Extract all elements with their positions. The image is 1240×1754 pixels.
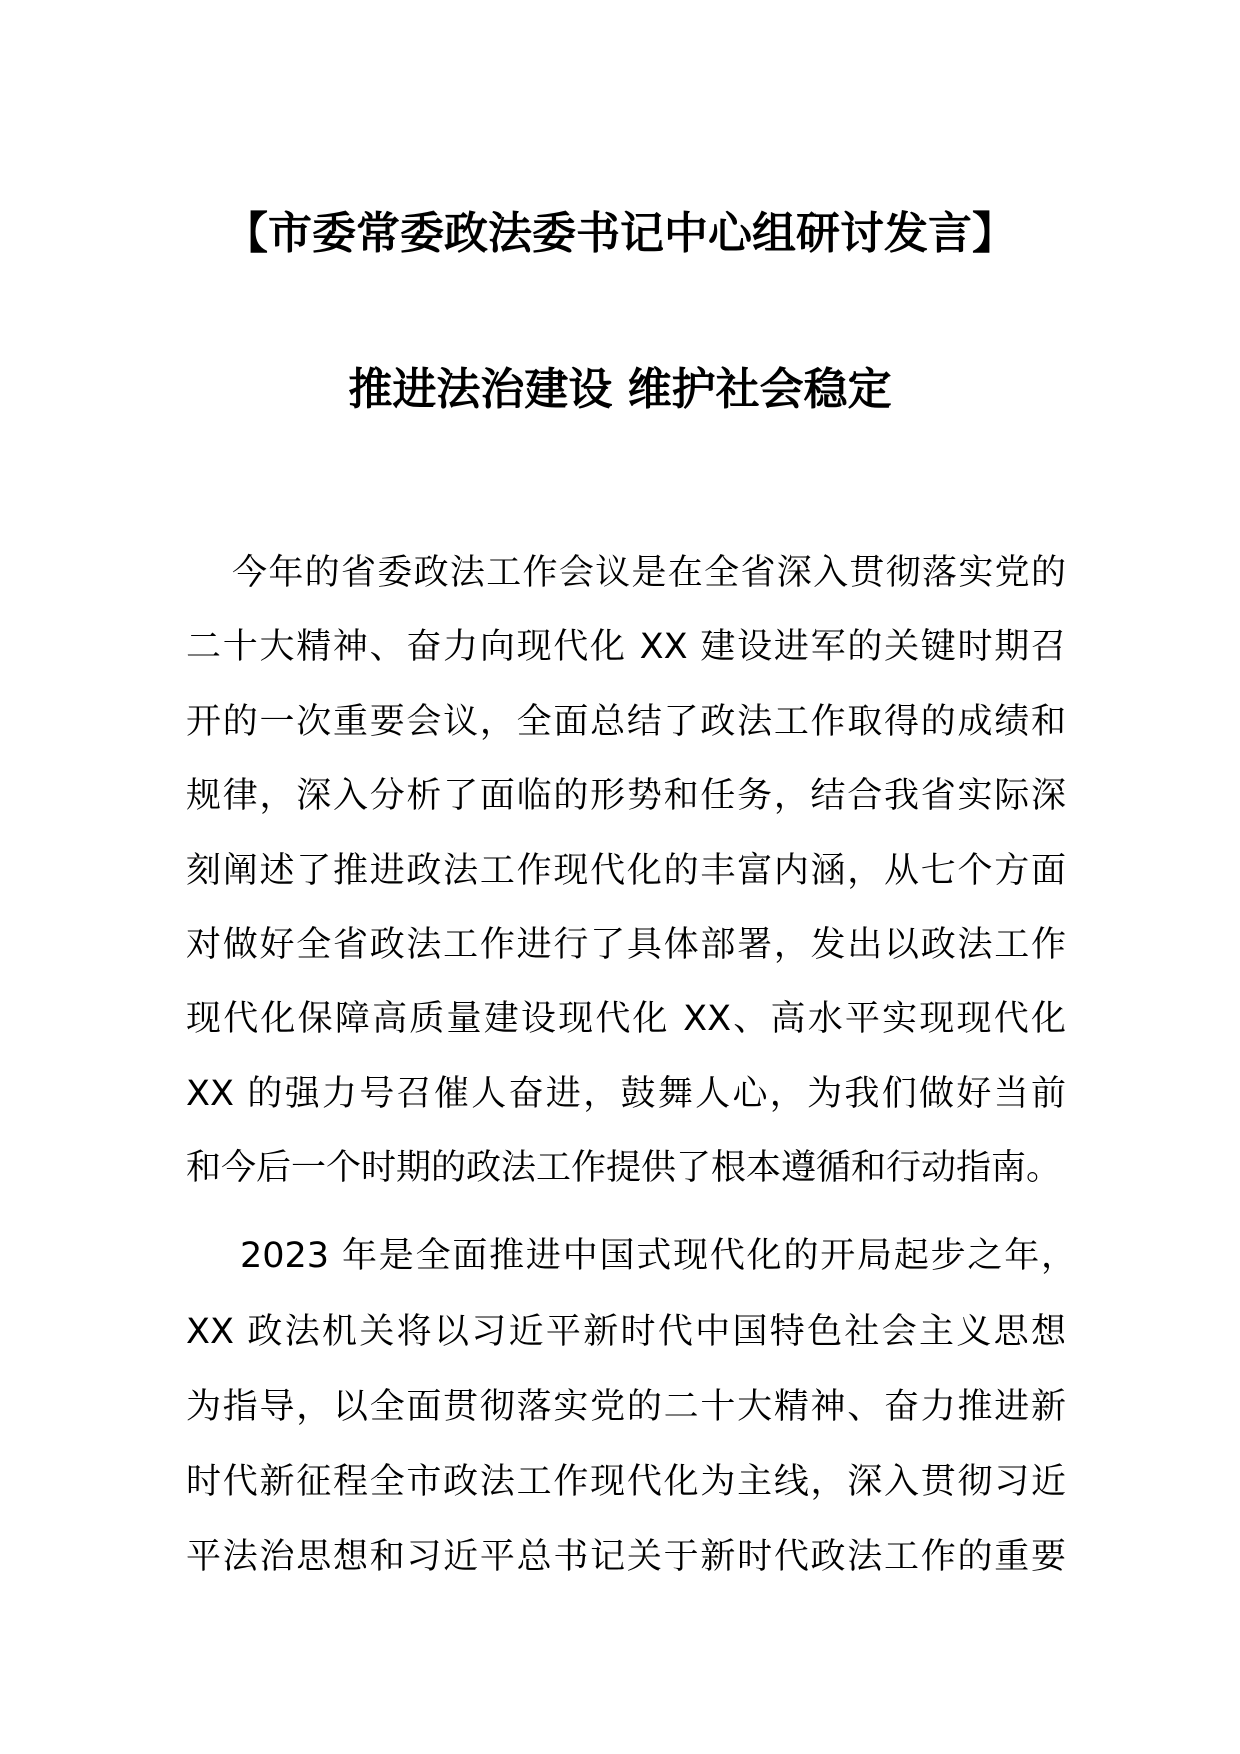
paragraph-2-line-4: 时代新征程全市政法工作现代化为主线，深入贯彻习近 xyxy=(186,1462,1066,1502)
document-subtitle: 推进法治建设 维护社会稳定 xyxy=(348,364,892,415)
paragraph-2-line-5: 平法治思想和习近平总书记关于新时代政法工作的重要 xyxy=(186,1537,1066,1577)
paragraph-2-line-2: XX 政法机关将以习近平新时代中国特色社会主义思想 xyxy=(186,1312,1066,1352)
paragraph-2-line-3: 为指导，以全面贯彻落实党的二十大精神、奋力推进新 xyxy=(186,1387,1066,1427)
paragraph-1-line-1: 今年的省委政法工作会议是在全省深入贯彻落实党的 xyxy=(232,553,1066,593)
paragraph-1-line-8: XX 的强力号召催人奋进，鼓舞人心，为我们做好当前 xyxy=(186,1074,1066,1114)
paragraph-1-line-6: 对做好全省政法工作进行了具体部署，发出以政法工作 xyxy=(186,925,1066,965)
paragraph-2-line-1: 2023 年是全面推进中国式现代化的开局起步之年， xyxy=(240,1236,1076,1276)
document-title: 【市委常委政法委书记中心组研讨发言】 xyxy=(224,208,1016,259)
paragraph-1-line-9: 和今后一个时期的政法工作提供了根本遵循和行动指南。 xyxy=(186,1148,1062,1188)
paragraph-1-line-5: 刻阐述了推进政法工作现代化的丰富内涵，从七个方面 xyxy=(186,851,1066,891)
paragraph-1-line-2: 二十大精神、奋力向现代化 XX 建设进军的关键时期召 xyxy=(186,627,1066,667)
paragraph-1-line-4: 规律，深入分析了面临的形势和任务，结合我省实际深 xyxy=(186,776,1066,816)
paragraph-1-line-7: 现代化保障高质量建设现代化 XX、高水平实现现代化 xyxy=(186,999,1066,1039)
paragraph-1-line-3: 开的一次重要会议，全面总结了政法工作取得的成绩和 xyxy=(186,702,1066,742)
